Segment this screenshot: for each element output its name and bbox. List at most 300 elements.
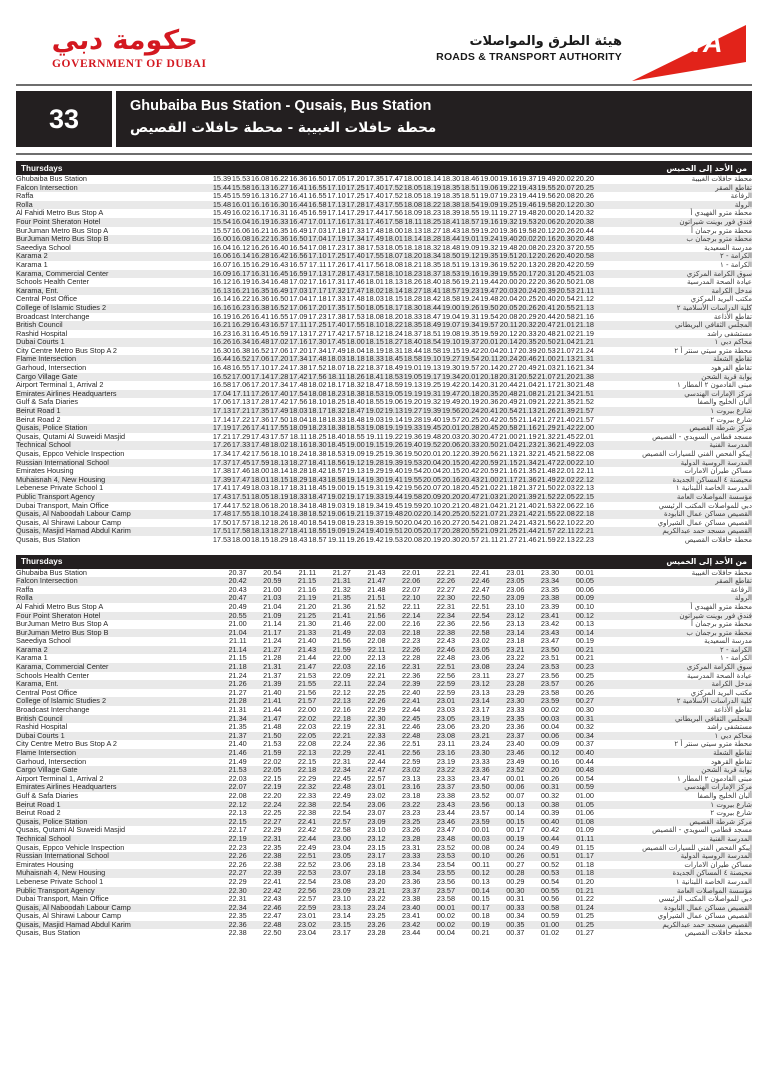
departure-time: 23.33 [402, 851, 421, 861]
departure-time: 20.16 [537, 234, 556, 244]
departure-time: 23.58 [540, 687, 560, 697]
departure-time: 18.54 [461, 199, 480, 209]
departure-time: 18.23 [422, 208, 442, 218]
departure-time: 18.05 [403, 191, 423, 201]
departure-time: 22.44 [297, 833, 317, 843]
departure-time: 21.59 [263, 748, 282, 757]
departure-time: 18.22 [422, 199, 442, 209]
departure-time: 22.02 [556, 474, 575, 484]
departure-time: 22.36 [367, 739, 386, 749]
column-spacer [594, 577, 602, 586]
column-spacer [594, 758, 602, 767]
departure-time: 21.11 [480, 534, 499, 544]
departure-time: 17.03 [308, 225, 327, 235]
departure-time: 15.58 [231, 182, 251, 192]
departure-time: 19.15 [441, 345, 461, 355]
departure-time: 18.55 [346, 431, 365, 441]
departure-time: 16.15 [231, 259, 251, 269]
stop-name-arabic: محطة حافلات الغبيبة [691, 568, 752, 577]
stop-name-arabic: محاكم دبي ١ [714, 731, 752, 740]
departure-time: 23.18 [506, 636, 525, 646]
stop-name-english: Broadcast Interchange [16, 705, 90, 715]
stop-name-arabic: كلية الدراسات الأسلامية ٢ [676, 697, 752, 706]
departure-time: 19.34 [365, 500, 384, 510]
departure-time: 20.52 [518, 371, 537, 381]
departure-time: 19.26 [346, 534, 365, 544]
departure-time: 19.33 [403, 423, 423, 433]
departure-time: 20.35 [480, 388, 499, 398]
departure-time: 19.58 [518, 225, 537, 235]
departure-time: 18.00 [251, 466, 270, 476]
departure-time: 21.04 [518, 380, 537, 390]
departure-time: 19.42 [384, 483, 403, 493]
stop-name-english: BurJuman Metro Bus Stop A [16, 225, 109, 235]
departure-time: 21.56 [367, 610, 386, 620]
departure-time: 21.32 [332, 584, 351, 594]
departure-time: 22.11 [576, 466, 594, 476]
departure-time: 18.55 [365, 397, 384, 407]
rta-english-name: ROADS & TRANSPORT AUTHORITY [436, 51, 622, 63]
departure-time: 01.25 [575, 911, 594, 921]
departure-time: 19.06 [480, 182, 499, 192]
departure-time: 20.49 [228, 601, 247, 611]
departure-time: 23.23 [402, 808, 421, 818]
departure-time: 21.01 [556, 320, 575, 330]
departure-time: 21.17 [263, 627, 282, 637]
departure-time: 00.14 [506, 808, 525, 818]
departure-time: 18.23 [327, 388, 346, 398]
departure-time: 19.42 [461, 345, 480, 355]
departure-time: 20.42 [556, 259, 575, 269]
departure-time: 21.50 [537, 483, 556, 493]
departure-time: 19.20 [403, 397, 423, 407]
departure-time: 00.06 [540, 730, 560, 740]
departure-time: 00.59 [540, 911, 560, 921]
departure-time: 19.49 [441, 397, 461, 407]
departure-time: 17.19 [327, 234, 346, 244]
departure-time: 18.03 [365, 294, 384, 304]
stop-name-arabic: شارع بيروت ١ [710, 407, 752, 416]
departure-time: 18.15 [384, 294, 403, 304]
stop-name-english: Falcon Intersection [16, 576, 78, 586]
departure-time: 21.34 [556, 388, 575, 398]
departure-time: 22.08 [367, 636, 386, 646]
departure-time: 16.55 [308, 191, 327, 201]
departure-time: 22.01 [575, 431, 594, 441]
departure-time: 20.54 [556, 294, 575, 304]
departure-time: 00.03 [540, 713, 560, 723]
departure-time: 19.32 [422, 397, 442, 407]
departure-time: 20.14 [556, 208, 575, 218]
stop-name-english: Raffa [16, 191, 34, 201]
timetable-2-day-label-arabic: من الأحد إلى الخميس [666, 557, 747, 567]
departure-time: 16.43 [251, 320, 270, 330]
rta-arabic-name: هيئة الطرق والمواصلات [469, 34, 622, 49]
column-spacer [594, 569, 602, 578]
column-spacer [594, 801, 602, 810]
departure-time: 23.33 [436, 773, 456, 783]
stop-name-english: Flame Intersection [16, 354, 77, 364]
stop-name-english: Dubai Courts 1 [16, 337, 65, 347]
departure-time: 00.38 [540, 799, 560, 809]
departure-time: 19.47 [441, 388, 461, 398]
departure-time: 22.24 [332, 739, 351, 749]
departure-time: 18.09 [403, 208, 423, 218]
departure-time: 18.35 [403, 320, 423, 330]
column-spacer [594, 929, 602, 938]
departure-time: 22.50 [471, 593, 490, 603]
departure-time: 20.47 [461, 491, 480, 501]
departure-time: 19.06 [384, 397, 403, 407]
departure-time: 22.19 [332, 722, 351, 732]
departure-time: 21.02 [480, 483, 499, 493]
stop-name-arabic: مؤسسة المواصلات العامة [676, 886, 752, 895]
stop-name-english: Broadcast Interchange [16, 311, 90, 321]
departure-time: 20.26 [575, 191, 594, 201]
departure-time: 19.27 [403, 406, 423, 416]
departure-time: 16.35 [251, 285, 270, 295]
departure-time: 22.00 [297, 705, 317, 715]
column-spacer [594, 201, 602, 210]
column-spacer [594, 218, 602, 227]
departure-time: 16.47 [289, 216, 308, 226]
departure-time: 01.17 [575, 851, 594, 861]
departure-time: 21.23 [499, 509, 518, 519]
stop-name-arabic: تقاطع الصقر [715, 183, 752, 192]
departure-time: 21.20 [556, 371, 575, 381]
departure-time: 17.48 [251, 440, 270, 450]
departure-time: 18.37 [365, 363, 384, 373]
departure-time: 00.40 [575, 748, 594, 757]
departure-time: 17.13 [308, 268, 327, 278]
departure-time: 20.11 [480, 354, 499, 364]
departure-time: 23.56 [471, 799, 490, 809]
departure-time: 00.39 [540, 808, 560, 818]
departure-time: 22.00 [332, 653, 351, 663]
departure-time: 20.15 [441, 457, 461, 467]
departure-time: 22.15 [297, 756, 317, 766]
table-row [16, 441, 752, 450]
departure-time: 23.44 [402, 928, 421, 938]
departure-time: 20.48 [499, 388, 518, 398]
departure-time: 23.28 [367, 928, 386, 938]
departure-time: 19.50 [384, 517, 403, 527]
departure-time: 18.25 [422, 216, 442, 226]
table-row [16, 510, 752, 519]
departure-time: 16.54 [289, 242, 308, 252]
departure-time: 23.48 [436, 833, 456, 843]
departure-time: 17.48 [289, 380, 308, 390]
departure-time: 21.31 [575, 354, 594, 364]
departure-time: 22.03 [297, 722, 317, 732]
departure-time: 20.58 [499, 423, 518, 433]
departure-time: 21.20 [499, 491, 518, 501]
departure-time: 20.45 [556, 268, 575, 278]
departure-time: 16.04 [231, 216, 251, 226]
column-spacer [594, 706, 602, 715]
departure-time: 00.51 [540, 851, 560, 861]
departure-time: 23.17 [367, 851, 386, 861]
departure-time: 17.06 [270, 345, 289, 355]
departure-time: 17.49 [365, 234, 384, 244]
departure-time: 19.52 [499, 259, 518, 269]
stop-name-arabic: المدرسة الروسية الدولية [680, 852, 752, 861]
departure-time: 18.54 [308, 517, 327, 527]
departure-time: 18.02 [308, 380, 327, 390]
departure-time: 00.32 [540, 790, 560, 800]
departure-time: 23.37 [436, 782, 456, 792]
column-spacer [594, 484, 602, 493]
departure-time: 18.20 [384, 311, 403, 321]
departure-time: 17.51 [212, 526, 232, 536]
departure-time: 20.55 [461, 526, 480, 536]
departure-time: 18.38 [289, 509, 308, 519]
departure-time: 20.01 [422, 449, 442, 458]
departure-time: 20.32 [518, 320, 537, 330]
departure-time: 15.59 [231, 191, 251, 201]
column-spacer [594, 252, 602, 261]
departure-time: 21.00 [480, 474, 499, 484]
departure-time: 23.30 [471, 748, 490, 757]
departure-time: 21.52 [575, 397, 594, 407]
departure-time: 22.03 [332, 662, 351, 672]
departure-time: 18.11 [404, 216, 423, 226]
departure-time: 18.42 [422, 294, 442, 304]
stop-name-english: College of Islamic Studies 2 [16, 302, 107, 312]
departure-time: 20.39 [518, 345, 537, 355]
departure-time: 17.26 [251, 388, 270, 398]
departure-time: 20.17 [499, 345, 518, 355]
table-row [16, 364, 752, 373]
departure-time: 22.58 [471, 627, 490, 637]
stop-name-english: British Council [16, 320, 63, 330]
departure-time: 16.45 [270, 268, 289, 278]
departure-time: 21.35 [518, 466, 537, 476]
departure-time: 23.02 [471, 636, 490, 646]
departure-time: 18.45 [327, 440, 346, 450]
column-spacer [594, 184, 602, 193]
stop-name-arabic: مساكن طيران الامارات [684, 467, 752, 476]
departure-time: 00.26 [540, 773, 560, 783]
departure-time: 20.04 [480, 345, 499, 355]
departure-time: 22.12 [332, 687, 351, 697]
route-title-arabic: محطة حافلات الغبيبة - محطة حافلات القصيص [130, 120, 437, 136]
departure-time: 20.48 [537, 328, 556, 338]
departure-time: 22.33 [367, 730, 386, 740]
departure-time: 16.44 [289, 199, 308, 209]
departure-time: 19.05 [384, 388, 403, 398]
departure-time: 00.44 [540, 833, 560, 843]
departure-time: 00.13 [471, 876, 490, 886]
departure-time: 16.55 [270, 311, 289, 321]
departure-time: 18.27 [289, 457, 308, 467]
departure-time: 17.13 [327, 199, 346, 209]
departure-time: 17.40 [365, 191, 384, 201]
departure-time: 00.12 [575, 610, 594, 620]
departure-time: 18.16 [289, 440, 308, 450]
departure-time: 17.26 [212, 440, 232, 450]
departure-time: 19.39 [384, 457, 403, 467]
stop-name-english: Central Post Office [16, 294, 78, 304]
column-spacer [594, 740, 602, 749]
departure-time: 21.48 [263, 722, 282, 732]
departure-time: 21.37 [263, 670, 282, 680]
departure-time: 16.12 [231, 242, 251, 252]
departure-time: 17.36 [251, 414, 270, 424]
column-spacer [594, 835, 602, 844]
stop-name-english: BurJuman Metro Bus Stop B [16, 627, 109, 637]
stop-name-english: Airport Terminal 1, Arrival 2 [16, 380, 104, 390]
departure-time: 19.39 [365, 517, 384, 527]
departure-time: 16.36 [251, 294, 270, 304]
stop-name-arabic: محطة حافلات القصيص [684, 535, 752, 544]
stop-name-arabic: كلية الدراسات الأسلامية ٢ [676, 303, 752, 312]
departure-time: 18.57 [461, 216, 480, 226]
departure-time: 19.45 [422, 423, 442, 433]
stop-name-arabic: تقاطع الأذاعة [713, 312, 752, 321]
departure-time: 16.22 [270, 174, 289, 183]
header-divider [16, 84, 752, 86]
departure-time: 22.57 [367, 773, 386, 783]
departure-time: 21.43 [297, 644, 317, 654]
departure-time: 21.59 [332, 644, 351, 654]
departure-time: 22.07 [402, 584, 421, 594]
departure-time: 18.18 [346, 354, 365, 364]
departure-time: 20.17 [422, 526, 442, 536]
departure-time: 18.58 [422, 345, 442, 355]
stop-name-english: Saeediya School [16, 636, 71, 646]
departure-time: 22.56 [297, 885, 317, 895]
departure-time: 23.58 [436, 894, 456, 904]
departure-time: 18.08 [403, 199, 423, 209]
departure-time: 22.08 [575, 449, 594, 458]
stop-name-arabic: بوابة قرية الشحن [701, 372, 752, 381]
departure-time: 20.58 [556, 311, 575, 321]
stop-name-arabic: محطة مترو الفهيدي أ [690, 209, 752, 218]
stop-name-english: Karama 1 [16, 259, 48, 269]
departure-time: 20.07 [422, 483, 442, 493]
departure-time: 18.05 [365, 302, 384, 312]
column-spacer [594, 364, 602, 373]
column-spacer [594, 732, 602, 741]
departure-time: 16.49 [289, 225, 308, 235]
departure-time: 17.40 [346, 251, 365, 261]
departure-time: 20.41 [480, 406, 499, 416]
departure-time: 23.28 [506, 679, 525, 689]
stop-name-arabic: مدخل الكرامة [711, 286, 752, 295]
departure-time: 17.10 [327, 182, 346, 192]
departure-time: 18.37 [422, 268, 442, 278]
departure-time: 18.49 [422, 320, 442, 330]
departure-time: 23.05 [436, 713, 456, 723]
departure-time: 18.12 [251, 517, 270, 527]
departure-time: 19.23 [499, 191, 518, 201]
departure-time: 17.48 [212, 509, 232, 519]
stop-name-english: Qusais, Police Station [16, 423, 88, 433]
departure-time: 00.26 [575, 679, 594, 689]
departure-time: 20.30 [575, 199, 594, 209]
column-spacer [594, 424, 602, 433]
departure-time: 16.50 [308, 174, 327, 183]
departure-time: 18.15 [270, 474, 289, 484]
departure-time: 22.39 [263, 868, 282, 878]
departure-time: 22.10 [402, 593, 421, 603]
stop-name-arabic: القصيص مسجد حمد عبدالكريم [662, 920, 752, 929]
stop-name-english: Dubai Transport, Main Office [16, 894, 109, 904]
departure-time: 22.39 [402, 679, 421, 689]
departure-time: 16.12 [212, 277, 232, 287]
departure-time: 22.06 [402, 576, 421, 586]
departure-time: 18.38 [441, 199, 461, 209]
departure-time: 18.43 [441, 225, 461, 235]
departure-time: 20.31 [499, 371, 518, 381]
departure-time: 21.34 [575, 363, 594, 373]
departure-time: 20.40 [537, 294, 556, 304]
stop-name-arabic: شارع بيروت ٢ [710, 415, 752, 424]
column-spacer [594, 697, 602, 706]
table-row [16, 424, 752, 433]
departure-time: 18.14 [403, 234, 423, 244]
departure-time: 21.07 [537, 371, 556, 381]
stop-name-english: Qusais, Qutami Al Suweidi Masjid [16, 431, 126, 441]
departure-time: 23.59 [471, 816, 490, 826]
departure-time: 21.27 [332, 567, 351, 577]
stop-name-arabic: مكتب البريد المركزي [690, 295, 752, 304]
departure-time: 23.50 [540, 644, 560, 654]
stop-name-english: Karama 2 [16, 251, 48, 261]
departure-time: 21.43 [367, 567, 386, 577]
departure-time: 21.09 [518, 397, 537, 407]
departure-time: 18.39 [441, 208, 461, 218]
departure-time: 16.19 [251, 216, 270, 226]
departure-time: 21.03 [263, 593, 282, 603]
departure-time: 23.02 [402, 765, 421, 775]
departure-time: 18.00 [403, 174, 423, 183]
departure-time: 22.31 [402, 662, 421, 672]
departure-time: 19.42 [441, 380, 461, 390]
stop-name-english: Lebenese Private School 1 [16, 483, 104, 493]
departure-time: 23.47 [471, 773, 490, 783]
departure-time: 00.30 [575, 705, 594, 715]
column-spacer [594, 321, 602, 330]
departure-time: 18.33 [365, 354, 384, 364]
departure-time: 00.05 [575, 576, 594, 586]
departure-time: 19.28 [365, 457, 384, 467]
departure-time: 00.13 [575, 619, 594, 629]
stop-name-arabic: فندق فور بوينت شيراتون [679, 611, 752, 620]
stop-name-arabic: مكتب البريد المركزي [690, 688, 752, 697]
departure-time: 16.30 [212, 345, 232, 355]
departure-time: 20.25 [575, 182, 594, 192]
departure-time: 23.12 [471, 679, 490, 689]
departure-time: 21.25 [297, 610, 317, 620]
departure-time: 01.25 [575, 919, 594, 929]
departure-time: 18.23 [403, 268, 423, 278]
departure-time: 21.34 [228, 713, 247, 723]
departure-time: 19.58 [537, 199, 556, 209]
stop-name-arabic: مدخل الكرامة [711, 680, 752, 689]
stop-name-english: Karama 2 [16, 644, 48, 654]
departure-time: 17.45 [231, 457, 251, 467]
departure-time: 19.13 [346, 466, 365, 476]
departure-time: 17.26 [327, 259, 346, 269]
departure-time: 17.11 [289, 320, 308, 330]
departure-time: 20.37 [228, 567, 247, 577]
departure-time: 17.23 [327, 242, 346, 252]
departure-time: 23.30 [506, 696, 525, 706]
departure-time: 17.13 [231, 397, 251, 407]
departure-time: 23.22 [436, 765, 456, 775]
